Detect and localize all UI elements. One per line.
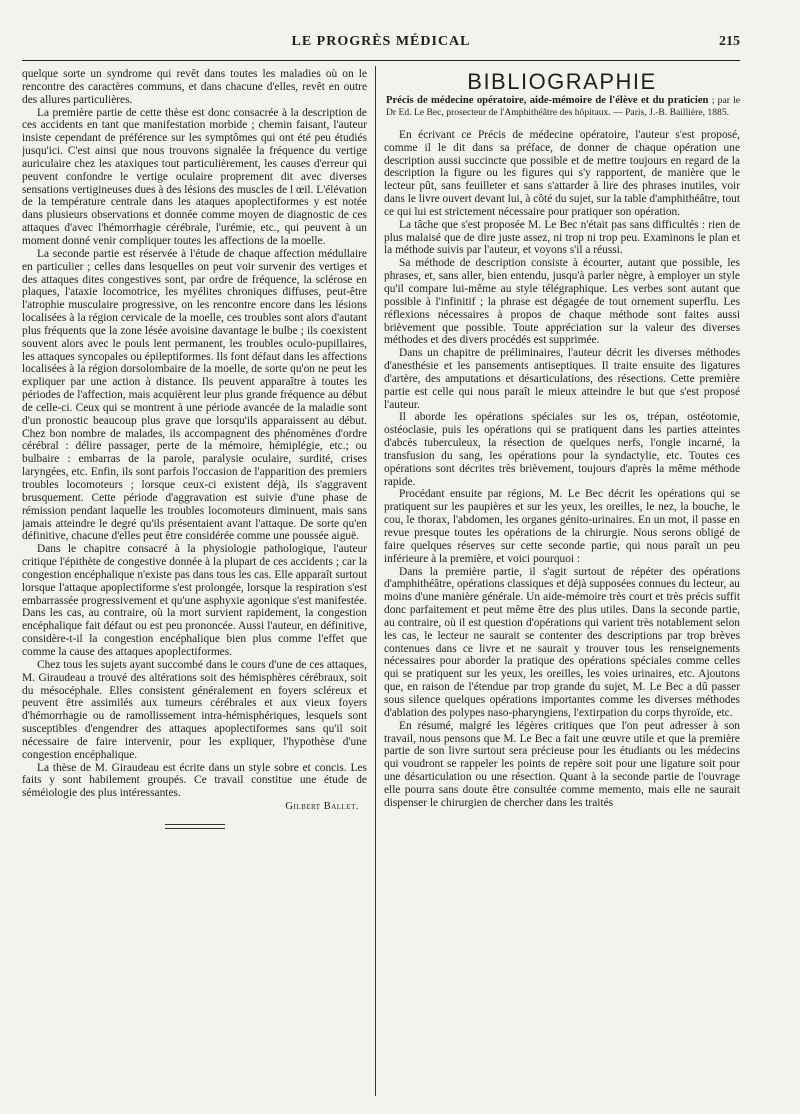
paragraph: Il aborde les opérations spéciales sur les os, trépan, ostéotomie, ostéoclasie, puis les opérations qui se pratiquent dans les parties atteintes d'abcès tuberculeux, la résection de quelques nerfs, l'ongle incarné, la transfusion du sang, les opérations pour la syndactylie, etc. Toutes ces opérations sont décrites très brièvement, toujours d'après la même méthode rapide.: [384, 411, 740, 488]
paragraph: La seconde partie est réservée à l'étude de chaque affection médullaire en particulier ; celles dans lesquelles on peut voir survenir des vertiges et des attaques dites congestives sont, par ordre de fréquence, la sclérose en plaques, l'ataxie locomotrice, les myélites chroniques diffuses, peut-être l'atrophie musculaire progressive, on les rencontre encore dans les lésions localisées à la région cervicale de la moelle, ces troubles sont alors d'autant plus fréquents que la zone lésée avoisine davantage le bulbe ; ils coexistent souvent alors avec le pouls lent permanent, les troubles oculo-pupillaires, les attaques syncopales ou épileptiformes. Ils font défaut dans les affections localisées à la région dorsolombaire de la moelle, de sorte qu'on ne peut les expliquer par une action à distance. Ils peuvent apparaître à toutes les périodes de l'affection, mais acquièrent leur plus grande fréquence au début de celle-ci. Ceux qui se montrent à une période avancée de la maladie sont d'un pronostic beaucoup plus grave que lorsqu'ils apparaissent au début. Chez bon nombre de malades, ils accompagnent des phénomènes d'ordre cérébral : délire passager, perte de la mémoire, hémiplégie, etc.; ou bulbaire : embarras de la parole, paralysie oculaire, surdité, crises laryngées, etc. Enfin, ils sont parfois l'occasion de l'apparition des premiers troubles locomoteurs ; lorsque ceux-ci existent déjà, ils s'aggravent brusquement. Cette période d'aggravation est suivie d'une phase de rémission pendant laquelle les troubles locomoteurs diminuent, mais sans jamais atteindre le degré qu'ils présentaient avant l'attaque. De sorte qu'en définitive, chacune d'elles peut être considérée comme une poussée aiguë.: [22, 247, 367, 543]
paragraph: En écrivant ce Précis de médecine opératoire, l'auteur s'est proposé, comme il le dit dans sa préface, de donner de chaque opération une description aussi succincte que possible et de mettre toujours en regard de la description la figure ou les figures qui s'y rapportent, de manière que le lecteur pût, sans feuilleter et sans s'attarder à lire des phrases inutiles, voir dans le livre ouvert devant lui, à côté du sujet, sur la table d'amphithéâtre, tout ce qui lui est strictement nécessaire pour pratiquer son opération.: [384, 128, 740, 218]
left-column: [22, 68, 367, 1098]
paragraph: Dans le chapitre consacré à la physiologie pathologique, l'auteur critique l'épithète de congestive donnée à la plupart de ces accidents ; car la congestion encéphalique n'existe pas dans tous les cas. Elle apparaît surtout lorsque l'attaque apoplectiforme s'est prolongée, lorsque la respiration s'est embarrassée progressivement et qu'une asphyxie agonique s'est manifestée. Dans les cas, au contraire, où la mort survient rapidement, la congestion encéphalique fait défaut ou est peu prononcée. Aussi l'auteur, en définitive, considère-t-il la congestion encéphalique bien plus comme l'effet que comme la cause des attaques apoplectiformes.: [22, 543, 367, 658]
paragraph: Sa méthode de description consiste à écourter, autant que possible, les phrases, et, sans aller, bien entendu, jusqu'à parler nègre, à employer un style qu'il compare lui-même au style télégraphique. Les verbes sont autant que possible à l'infinitif ; la phrase est dégagée de tout ornement superflu. Les réflexions nécessaires à propos de chaque méthode sont faites aussi brièvement que possible. Toute appréciation sur la valeur des diverses méthodes et des divers procédés est supprimée.: [384, 257, 740, 347]
section-title: BIBLIOGRAPHIE: [467, 69, 657, 94]
paragraph: La tâche que s'est proposée M. Le Bec n'était pas sans difficultés : rien de plus malaisé que de dire juste assez, ni trop ni trop peu. Examinons le plan et la méthode suivis par l'auteur, et voyons s'il a réussi.: [384, 218, 740, 257]
right-column: [384, 68, 740, 1098]
bibliography-entry: [384, 95, 740, 119]
journal-title: LE PROGRÈS MÉDICAL: [291, 34, 471, 49]
book-title: Précis de médecine opératoire, aide-mémoire de l'élève et du praticien: [386, 94, 709, 106]
paragraph: Chez tous les sujets ayant succombé dans le cours d'une de ces attaques, M. Giraudeau a trouvé des altérations soit des hémisphères cérébraux, soit du mésocéphale. Elles consistent généralement en foyers scléreux et peuvent être assimilés aux tumeurs cérébrales et aux vieux foyers d'hémorrhagie ou de ramollissement intra-hémisphériques, lesquels sont susceptibles d'engendrer des attaques apoplectiformes sans qu'il soit nécessaire de faire intervenir, pour les expliquer, l'hypothèse d'une congestion encéphalique.: [22, 658, 367, 761]
page-header: [22, 30, 740, 61]
book-author: ; par le Dr Ed. Le Bec, prosecteur de l'Amphithéâtre des hôpitaux. — Paris, J.-B. Baillière, 1885.: [386, 94, 740, 118]
paragraph: Dans un chapitre de préliminaires, l'auteur décrit les diverses méthodes d'anesthésie et les pansements antiseptiques. Il traite ensuite des ligatures d'artère, des amputations et désarticulations, des résections. Cette première partie est celle qui nous paraît le mieux atteindre le but que s'est proposé l'auteur.: [384, 347, 740, 411]
paragraph: En résumé, malgré les légères critiques que l'on peut adresser à son travail, nous pensons que M. Le Bec a fait une œuvre utile et que la première partie de son livre surtout sera précieuse pour les étudiants ou les médecins qui voudront se rappeler les points de repère soit pour une ligature soit pour une désarticulation ou une résection. Quant à la seconde partie de l'ouvrage elle pourra sans doute être consultée comme memento, mais elle ne saurait dispenser le chirurgien de chercher dans les traités: [384, 719, 740, 809]
author-signature: Gilbert Ballet.: [285, 801, 359, 813]
paragraph: Dans la première partie, il s'agit surtout de répéter des opérations d'amphithéâtre, opérations classiques et déjà supposées connues du lecteur, au moins d'une manière générale. Un aide-mémoire très court et très précis suffit donc parfaitement et peut même être des plus utiles. Dans la seconde partie, au contraire, où il est question d'opérations qui varient très notablement selon les cas, le lecteur ne saurait se contenter des descriptions par trop brèves contenues dans ce livre et ne saurait y trouver tous les renseignements nécessaires pour aborder la pratique des opérations spéciales comme celles qui se pratiquent sur les yeux, les oreilles, les voies urinaires, etc. Ajoutons que, en raison de l'étendue par trop grande du sujet, M. Le Bec a dû passer sous silence quelques opérations importantes comme les diverses méthodes d'ablation des polypes naso-pharyngiens, l'extirpation du corps thyroïde, etc.: [384, 565, 740, 719]
paragraph: La première partie de cette thèse est donc consacrée à la description de ces accidents en tant que manifestation morbide ; chemin faisant, l'auteur insiste cependant de préférence sur les symptômes qui ont été peu étudiés jusqu'ici. C'est ainsi que nous trouvons signalée la fréquence du vertige auriculaire chez les ataxiques tout particulièrement, les causes d'erreur qui peuvent confondre le vertige oculaire proprement dit avec diverses sensations vertigineuses dues à des lésions des muscles de l œil. L'élévation de la température centrale dans les ataques apoplectiformes y est notée dans plusieurs observations et donnée comme moyen de diagnostic de ces attaques d'avec l'hémorrhagie cérébrale, l'urémie, etc., qui peuvent à un moment donné venir compliquer toutes les affections de la moelle.: [22, 106, 367, 247]
page-number: 215: [719, 34, 740, 49]
column-divider: [375, 66, 376, 1096]
ornament-divider: [22, 820, 367, 828]
paragraph: Procédant ensuite par régions, M. Le Bec décrit les opérations qui se pratiquent sur les paupières et sur les yeux, les oreilles, le nez, la bouche, le cou, le thorax, l'abdomen, les organes génito-urinaires. En un mot, il passe en revue presque toutes les opérations de la chirurgie. Nous serons obligé de faire quelques réserves sur cette seconde partie, qui nous paraît un peu inférieure à la première, et voici pourquoi :: [384, 488, 740, 565]
paragraph: quelque sorte un syndrome qui revêt dans toutes les maladies où on le rencontre des caractères communs, et dans chacune d'elles, revêt en outre des allures particulières.: [22, 68, 367, 106]
paragraph: La thèse de M. Giraudeau est écrite dans un style sobre et concis. Les faits y sont habilement groupés. Ce travail constitue une étude de séméiologie des plus intéressantes.: [22, 761, 367, 800]
